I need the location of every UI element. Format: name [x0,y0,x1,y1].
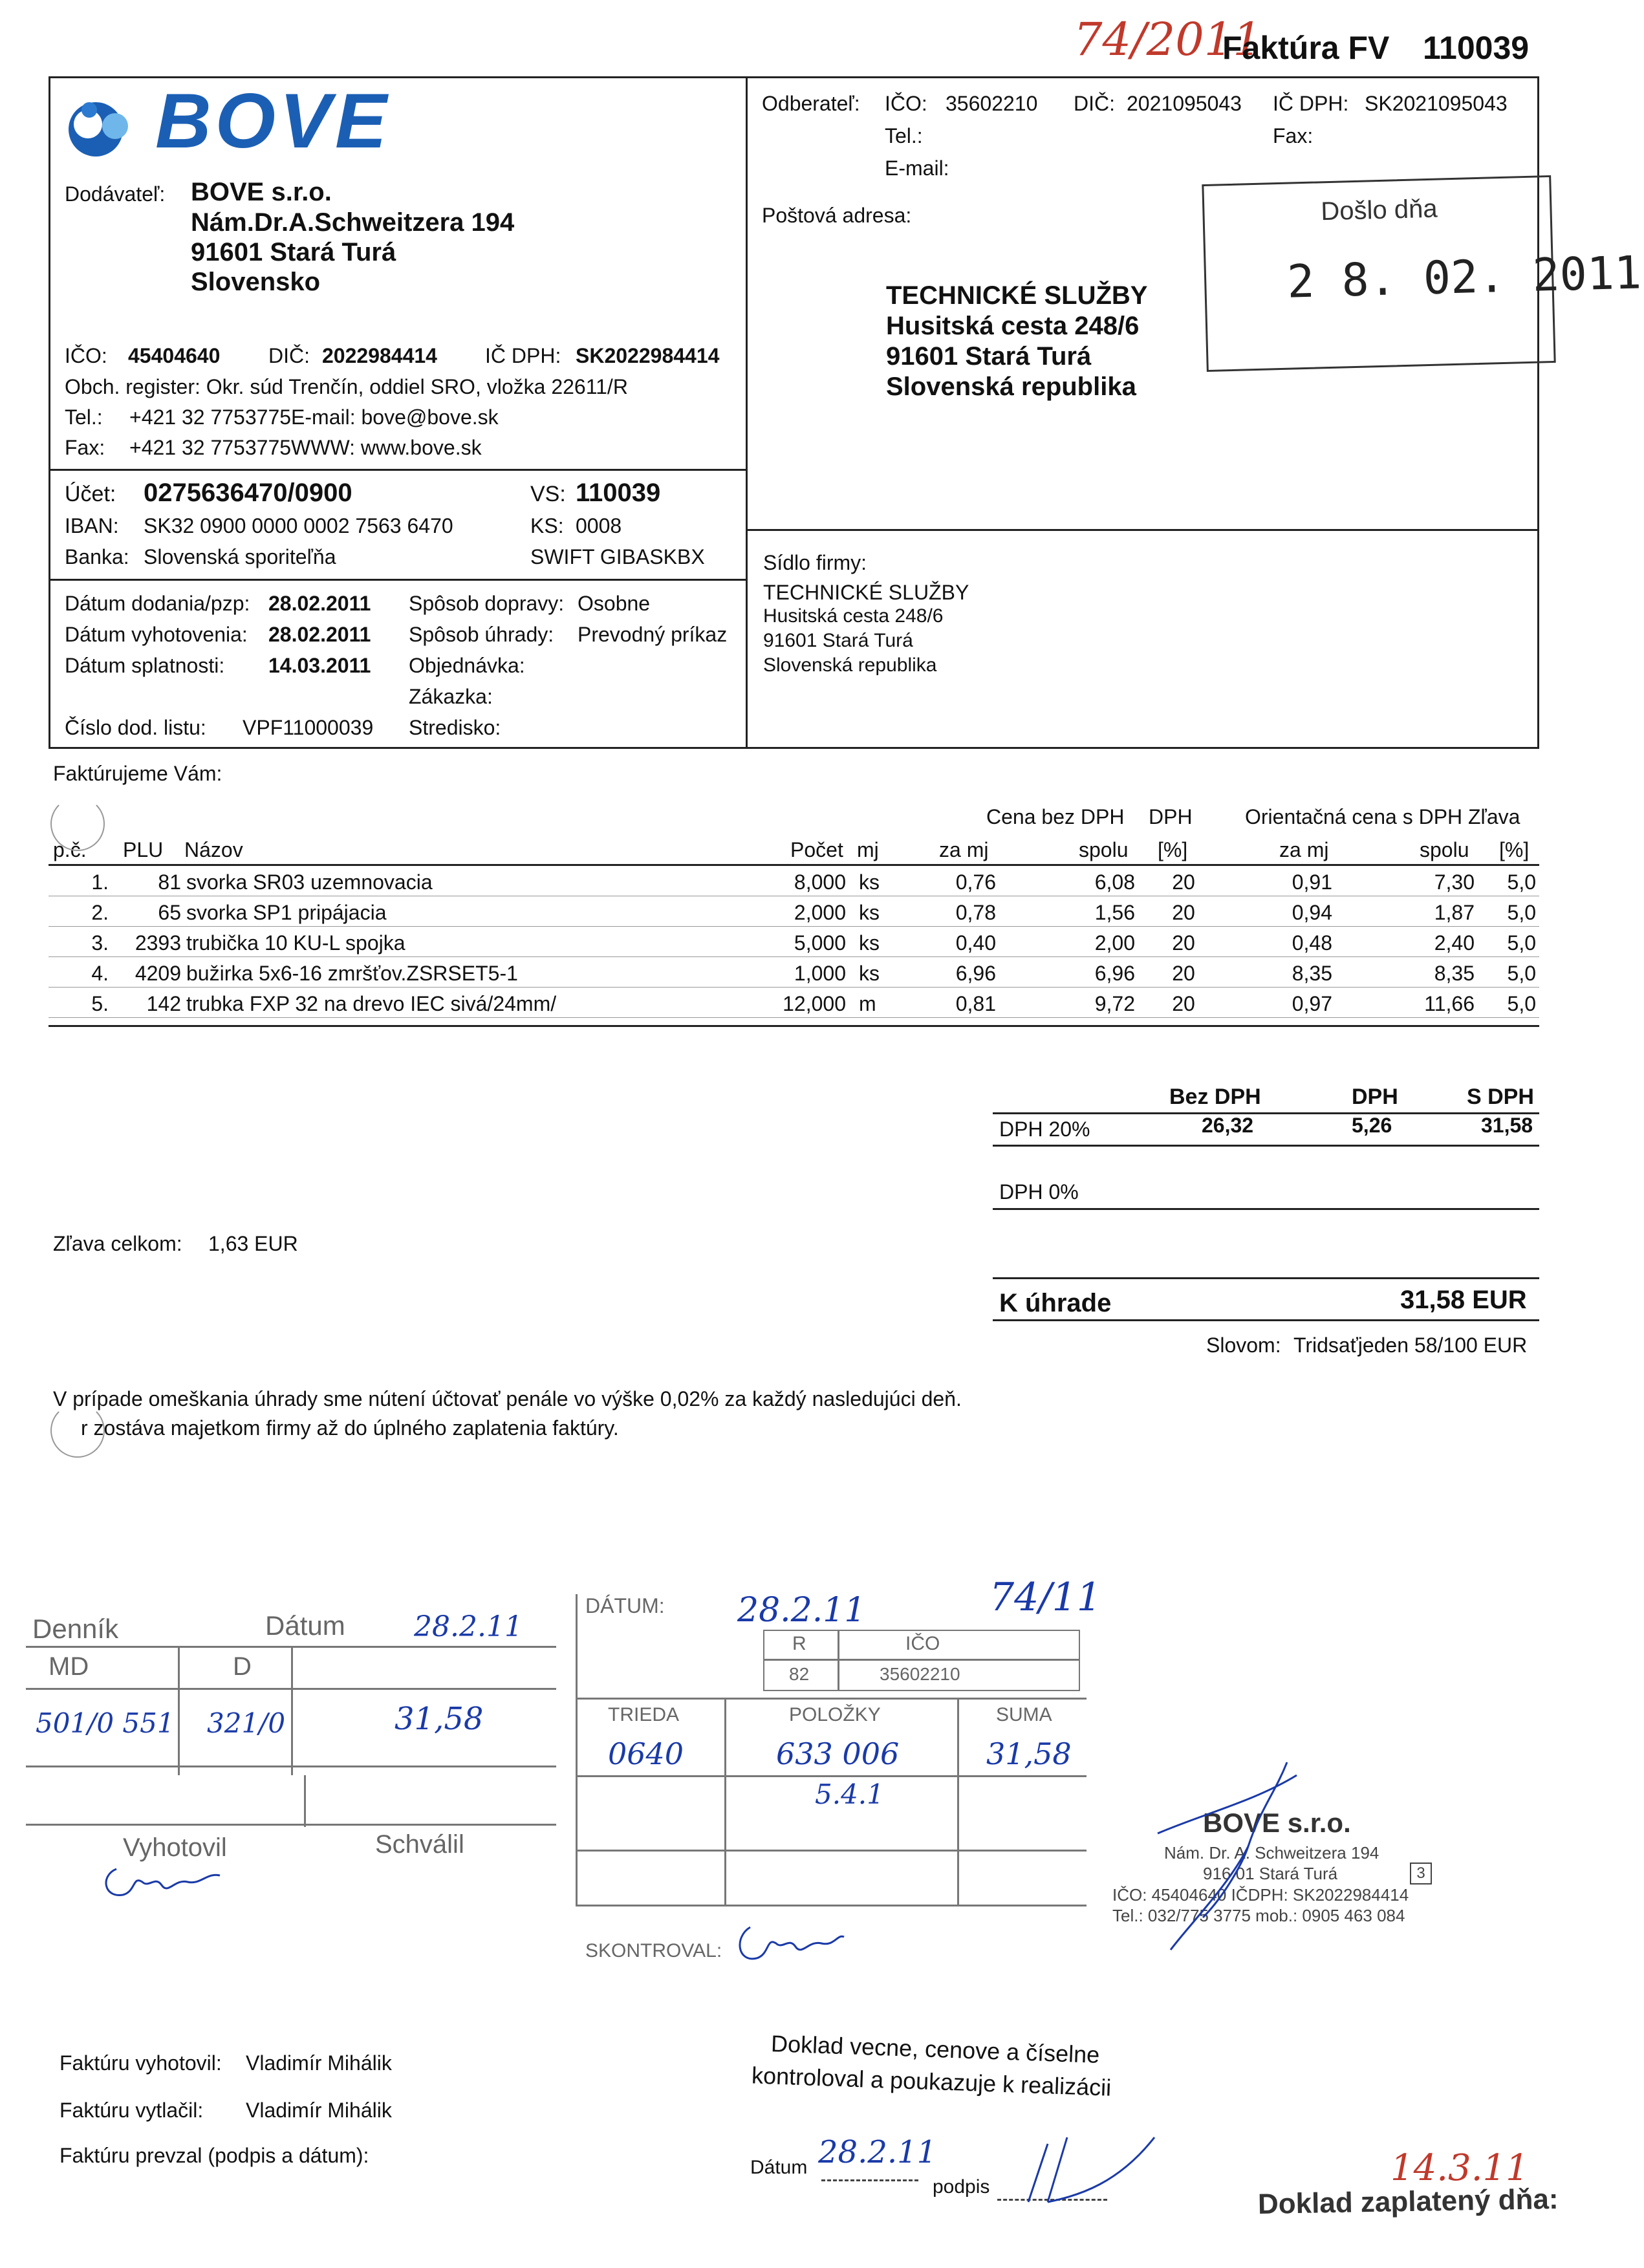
cell-zamj2: 8,35 [1292,962,1332,985]
company-stamp [1112,1808,1475,1963]
cell-spolu2: 8,35 [1434,962,1475,985]
delivery-note-label: Číslo dod. listu: [65,716,206,739]
issue-date-label: Dátum vyhotovenia: [65,623,248,646]
summary-rule-5 [993,1319,1539,1321]
control-date: 28.2.11 [818,2134,937,2170]
supplier-fax-label: Fax: [65,436,105,459]
checked-by-signature [731,1921,847,1966]
account-number: 0275636470/0900 [144,479,352,507]
bank-name: Slovenská sporiteľňa [144,545,336,568]
row-divider [49,926,1539,927]
checked-by-label: SKONTROVAL: [585,1940,722,1961]
discount-total: 1,63 EUR [208,1232,298,1255]
paid-label: Doklad zaplatený dňa: [1257,2183,1559,2221]
supplier-tel-label: Tel.: [65,405,103,429]
payment-method-label: Spôsob úhrady: [409,623,554,646]
supplier-ico: 45404640 [128,344,221,367]
table-row [0,988,1604,1019]
delivery-note: VPF11000039 [243,716,374,739]
supplier-country: Slovensko [191,268,321,296]
company-stamp-number: 3 [1410,1863,1432,1885]
supplier-ico-label: IČO: [65,344,107,367]
transport-label: Spôsob dopravy: [409,592,565,615]
table-row [0,897,1604,927]
center-label: Stredisko: [409,716,501,739]
bove-logo-icon [50,78,147,155]
supplier-icdph: SK2022984414 [576,344,720,367]
sum-vat20-vat: 5,26 [1352,1114,1392,1137]
control-sign-label: podpis [933,2176,990,2198]
cell-zamj: 0,76 [955,870,996,894]
date-field-value: 28.2.11 [737,1591,866,1630]
sum-vat20-excl: 26,32 [1202,1114,1254,1137]
customer-icdph: SK2021095043 [1365,92,1508,115]
cell-nazov: trubička 10 KU-L spojka [186,931,406,955]
row-divider [49,1017,1539,1018]
sum-label: SUMA [996,1704,1052,1725]
customer-tel-label: Tel.: [885,124,923,147]
customer-icdph-label: IČ DPH: [1273,92,1349,115]
cell-zamj2: 0,48 [1292,931,1332,955]
due-date-label: Dátum splatnosti: [65,654,225,677]
d-label: D [233,1652,252,1681]
cell-spolu: 1,56 [1094,901,1135,924]
control-note-2: kontroloval a poukazuje k realizácii [751,2062,1112,2101]
cell-spolu: 2,00 [1094,931,1135,955]
cell-plu: 65 [158,901,181,924]
control-note-1: Doklad vecne, cenove a číselne [770,2030,1100,2068]
paid-date: 14.3.11 [1390,2147,1529,2189]
customer-email-label: E-mail: [885,157,949,180]
supplier-dic-label: DIČ: [268,344,310,367]
delivery-date: 28.02.2011 [268,592,371,615]
r-value: 82 [789,1664,810,1684]
table-bottom-rule [49,1025,1539,1027]
supplier-fax: +421 32 7753775WWW: www.bove.sk [129,436,482,459]
th-discount-pct: [%] [1499,838,1530,861]
prepared-by-label: Vyhotovil [123,1833,227,1862]
handwritten-reference: 74/2011 [1074,13,1262,66]
received-stamp-date: 2 8. 02. 2011 [1286,246,1643,308]
cell-dph: 20 [1172,962,1195,985]
th-plu: PLU [123,838,164,861]
cell-pocet: 5,000 [794,931,846,955]
cell-mj: ks [859,870,880,894]
customer-seat-divider [746,529,1539,531]
th-vat-pct: [%] [1158,838,1188,861]
cell-pc: 4. [91,962,109,985]
seat-label: Sídlo firmy: [763,551,867,574]
punch-hole-bottom [50,1403,105,1458]
customer-city: 91601 Stará Turá [886,342,1092,371]
cell-zamj2: 0,91 [1292,870,1332,894]
punch-hole-top [50,797,105,851]
sum-h-excl: Bez DPH [1169,1085,1261,1109]
d-value: 321/0 [207,1707,286,1739]
cell-dph: 20 [1172,870,1195,894]
date-field-label: DÁTUM: [585,1594,665,1617]
bank-label: Banka: [65,545,129,568]
amount-words-label: Slovom: [1206,1334,1281,1357]
cell-pc: 3. [91,931,109,955]
summary-rule-3 [993,1208,1539,1210]
table-header-rule [49,864,1539,866]
company-stamp-signature [1151,1756,1300,1963]
customer-name: TECHNICKÉ SLUŽBY [886,281,1148,310]
customer-fax-label: Fax: [1273,124,1314,147]
supplier-label: Dodávateľ: [65,182,166,206]
received-stamp [1202,175,1643,372]
supplier-dic: 2022984414 [322,344,437,367]
th-total: spolu [1079,838,1129,861]
company-stamp-addr2: 916 01 Stará Turá [1203,1864,1338,1883]
items-value-2: 5.4.1 [815,1778,884,1810]
journal-date: 28.2.11 [414,1610,523,1643]
cell-mj: ks [859,901,880,924]
sum-value: 31,58 [986,1736,1072,1771]
class-value: 0640 [608,1736,684,1771]
printed-by: Vladimír Mihálik [246,2099,392,2122]
sum-vat0-label: DPH 0% [999,1180,1079,1204]
journal-date-label: Dátum [265,1610,345,1641]
row-divider [49,987,1539,988]
md-label: MD [49,1652,89,1681]
cell-plu: 2393 [135,931,181,955]
seat-street: Husitská cesta 248/6 [763,605,944,627]
payment-method: Prevodný príkaz [578,623,728,646]
journal-amount: 31,58 [395,1701,484,1737]
th-name: Názov [184,838,243,861]
discount-total-label: Zľava celkom: [53,1232,182,1255]
amount-due-label: K úhrade [999,1289,1112,1317]
invoice-number: 110039 [1423,30,1530,66]
control-signature [1002,2131,1158,2209]
items-intro: Faktúrujeme Vám: [53,762,222,785]
cell-plu: 142 [146,992,181,1015]
supplier-city: 91601 Stará Turá [191,238,396,266]
cell-spolu2: 11,66 [1424,992,1475,1015]
control-date-line [821,2179,918,2181]
cell-zamj: 6,96 [955,962,996,985]
cell-dph: 20 [1172,901,1195,924]
supplier-tel: +421 32 7753775E-mail: bove@bove.sk [129,405,499,429]
th-unit-price-incl: za mj [1279,838,1329,861]
ico-value: 35602210 [880,1664,960,1684]
customer-street: Husitská cesta 248/6 [886,312,1140,340]
table-row [0,927,1604,958]
contract-label: Zákazka: [409,685,493,708]
customer-ico-label: IČO: [885,92,927,115]
issue-date: 28.02.2011 [268,623,371,646]
vs-label: VS: [530,482,566,506]
control-date-label: Dátum [750,2157,808,2178]
journal-label: Denník [32,1614,119,1644]
cell-zamj: 0,40 [955,931,996,955]
cell-pc: 5. [91,992,109,1015]
cell-nazov: bužirka 5x6-16 zmršťov.ZSRSET5-1 [186,962,518,985]
summary-rule-1 [993,1112,1539,1114]
items-label: POLOŽKY [789,1704,881,1725]
issued-by-label: Faktúru vyhotovil: [59,2051,222,2075]
class-label: TRIEDA [608,1704,680,1725]
cell-dph: 20 [1172,992,1195,1015]
cell-pocet: 2,000 [794,901,846,924]
r-label: R [792,1633,806,1654]
th-discount: Zľava [1468,805,1520,828]
summary-rule-4 [993,1277,1539,1279]
ref-field-value: 74/11 [990,1575,1101,1620]
received-stamp-label: Došlo dňa [1320,194,1438,226]
th-vat: DPH [1149,805,1193,828]
penalty-note: V prípade omeškania úhrady sme nútení účtovať penále vo výške 0,02% za každý nasledujúci deň. [53,1387,962,1410]
cell-nazov: trubka FXP 32 na drevo IEC sivá/24mm/ [186,992,557,1015]
cell-zamj: 0,78 [955,901,996,924]
ks-value: 0008 [576,514,622,537]
customer-label: Odberateľ: [762,92,860,115]
ico-label: IČO [905,1633,940,1654]
supplier-register: Obch. register: Okr. súd Trenčín, oddiel SRO, vložka 22611/R [65,375,628,398]
th-total-incl: spolu [1420,838,1469,861]
ks-label: KS: [530,514,564,537]
th-price-incl: Orientačná cena s DPH [1245,805,1463,828]
th-qty: Počet [790,838,843,861]
sum-h-vat: DPH [1352,1085,1398,1109]
printed-by-label: Faktúru vytlačil: [59,2099,204,2122]
cell-mj: ks [859,931,880,955]
amount-words: Tridsaťjeden 58/100 EUR [1293,1334,1528,1357]
customer-country: Slovenská republika [886,373,1136,401]
cell-plu: 81 [158,870,181,894]
summary-rule-2 [993,1145,1539,1147]
vs-value: 110039 [576,479,661,507]
approved-by-label: Schválil [375,1830,464,1859]
iban-label: IBAN: [65,514,119,537]
th-unit-price: za mj [939,838,989,861]
cell-pocet: 12,000 [783,992,846,1015]
cell-zlava: 5,0 [1507,962,1536,985]
table-row [0,958,1604,988]
postal-address-label: Poštová adresa: [762,204,912,227]
cell-zlava: 5,0 [1507,901,1536,924]
company-stamp-name: BOVE s.r.o. [1203,1808,1351,1838]
company-stamp-addr1: Nám. Dr. A. Schweitzera 194 [1164,1843,1379,1863]
cell-pc: 1. [91,870,109,894]
cell-pocet: 1,000 [794,962,846,985]
cell-spolu: 6,96 [1094,962,1135,985]
supplier-name: BOVE s.r.o. [191,178,332,206]
cell-dph: 20 [1172,931,1195,955]
row-divider [49,956,1539,957]
table-row [0,867,1604,897]
cell-mj: ks [859,962,880,985]
company-stamp-tel: Tel.: 032/775 3775 mob.: 0905 463 084 [1112,1906,1405,1925]
items-value: 633 006 [776,1736,900,1771]
accounting-stamp-left [26,1610,556,1901]
header-divider [746,76,748,749]
logo-text: BOVE [155,78,391,164]
cell-zamj2: 0,97 [1292,992,1332,1015]
supplier-street: Nám.Dr.A.Schweitzera 194 [191,208,515,237]
seat-country: Slovenská republika [763,654,937,676]
cell-zamj2: 0,94 [1292,901,1332,924]
cell-plu: 4209 [135,962,181,985]
seat-name: TECHNICKÉ SLUŽBY [763,581,969,604]
cell-nazov: svorka SR03 uzemnovacia [186,870,433,894]
cell-zlava: 5,0 [1507,931,1536,955]
sum-h-incl: S DPH [1467,1085,1534,1109]
th-price-excl: Cena bez DPH [986,805,1125,828]
cell-zlava: 5,0 [1507,870,1536,894]
supplier-icdph-label: IČ DPH: [485,344,561,367]
transport: Osobne [578,592,651,615]
cell-spolu: 9,72 [1094,992,1135,1015]
swift: SWIFT GIBASKBX [530,545,705,568]
delivery-date-label: Dátum dodania/pzp: [65,592,250,615]
seat-city: 91601 Stará Turá [763,630,913,651]
sum-vat20-label: DPH 20% [999,1118,1090,1141]
due-date: 14.03.2011 [268,654,371,677]
cell-pocet: 8,000 [794,870,846,894]
supplier-bank-divider [49,469,747,471]
iban: SK32 0900 0000 0002 7563 6470 [144,514,453,537]
bank-dates-divider [49,579,747,581]
received-by-label: Faktúru prevzal (podpis a dátum): [59,2144,369,2167]
customer-ico: 35602210 [946,92,1038,115]
cell-spolu: 6,08 [1094,870,1135,894]
cell-mj: m [859,992,876,1015]
accounting-stamp-right [576,1575,1101,1976]
md-value: 501/0 551 [36,1707,175,1739]
cell-nazov: svorka SP1 pripájacia [186,901,387,924]
prepared-by-signature [97,1863,226,1901]
cell-spolu2: 1,87 [1434,901,1475,924]
customer-dic-label: DIČ: [1074,92,1115,115]
amount-due: 31,58 EUR [1400,1286,1527,1314]
cell-spolu2: 7,30 [1434,870,1475,894]
th-index: p.č. [53,838,87,861]
customer-dic: 2021095043 [1127,92,1242,115]
account-label: Účet: [65,482,116,506]
order-label: Objednávka: [409,654,525,677]
sum-vat20-incl: 31,58 [1481,1114,1533,1137]
issued-by: Vladimír Mihálik [246,2051,392,2075]
cell-zamj: 0,81 [955,992,996,1015]
cell-pc: 2. [91,901,109,924]
invoice-title: Faktúra FV [1222,30,1390,66]
th-unit: mj [857,838,879,861]
ownership-note: r zostáva majetkom firmy až do úplného zaplatenia faktúry. [81,1416,619,1440]
cell-spolu2: 2,40 [1434,931,1475,955]
company-stamp-ids: IČO: 45404640 IČDPH: SK2022984414 [1112,1885,1409,1905]
cell-zlava: 5,0 [1507,992,1536,1015]
